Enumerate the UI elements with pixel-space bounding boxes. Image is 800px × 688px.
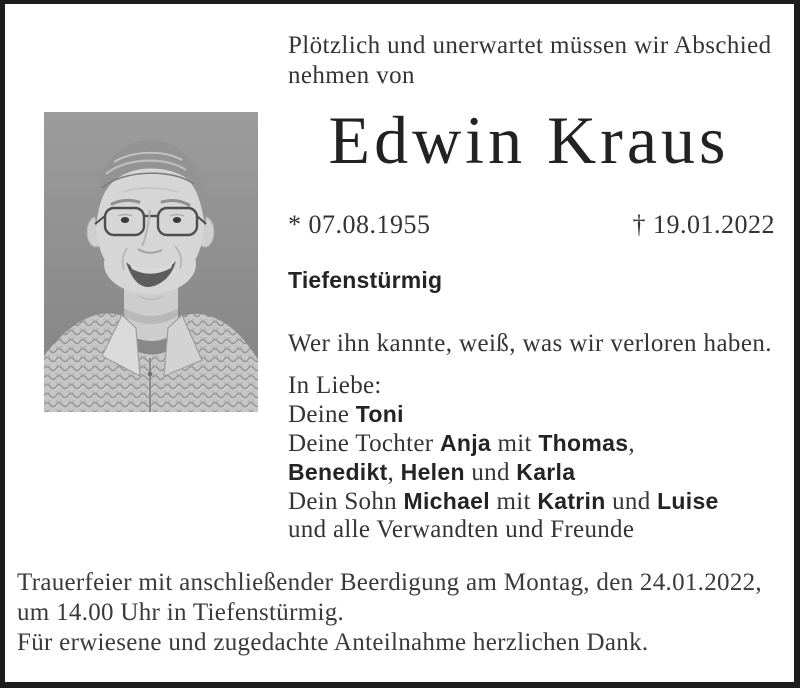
family-name: Karla bbox=[516, 459, 576, 485]
family-text: mit bbox=[490, 430, 539, 457]
family-text: und bbox=[605, 488, 658, 515]
family-text: und bbox=[464, 459, 517, 486]
family-line bbox=[288, 516, 793, 544]
service-info bbox=[17, 568, 797, 658]
death-symbol-dagger: † bbox=[632, 210, 646, 239]
family-name: Thomas bbox=[538, 430, 629, 456]
family-name: Helen bbox=[400, 459, 465, 485]
intro-line-2: nehmen von bbox=[288, 62, 415, 89]
service-line-1: Trauerfeier mit anschließender Beerdigung am Montag, den 24.01.2022, bbox=[17, 569, 762, 596]
death-date-value: 19.01.2022 bbox=[653, 210, 775, 239]
family-text: Deine bbox=[288, 401, 356, 428]
portrait-photo bbox=[44, 112, 258, 412]
family-text: und alle Verwandten und Freunde bbox=[288, 516, 635, 543]
family-name: Luise bbox=[657, 488, 719, 514]
intro-line-1: Plötzlich und unerwartet müssen wir Abschied bbox=[288, 32, 772, 59]
family-line bbox=[288, 429, 793, 458]
family-text: , bbox=[387, 459, 401, 486]
family-name: Benedikt bbox=[288, 459, 388, 485]
death-date bbox=[633, 210, 776, 240]
service-line-2: um 14.00 Uhr in Tiefenstürmig. bbox=[17, 599, 345, 626]
deceased-name: Edwin Kraus bbox=[328, 102, 730, 178]
family-name: Anja bbox=[439, 430, 491, 456]
family-text: Deine Tochter bbox=[288, 430, 440, 457]
portrait-illustration bbox=[44, 112, 258, 412]
dates-row bbox=[288, 210, 775, 240]
family-block bbox=[288, 372, 793, 544]
family-line bbox=[288, 400, 793, 429]
birth-date bbox=[288, 210, 431, 240]
family-line bbox=[288, 487, 793, 516]
birth-date-value: 07.08.1955 bbox=[308, 210, 431, 239]
tribute-line: Wer ihn kannte, weiß, was wir verloren haben. bbox=[288, 330, 772, 357]
service-line-3: Für erwiesene und zugedachte Anteilnahme herzlichen Dank. bbox=[17, 629, 649, 656]
birth-symbol: * bbox=[288, 210, 302, 239]
family-line bbox=[288, 458, 793, 487]
farewell-heading: In Liebe: bbox=[288, 372, 382, 399]
hometown: Tiefenstürmig bbox=[288, 267, 443, 293]
family-name: Katrin bbox=[537, 488, 606, 514]
family-text: mit bbox=[489, 488, 538, 515]
family-name: Toni bbox=[355, 401, 404, 427]
family-name: Michael bbox=[403, 488, 490, 514]
intro-text bbox=[288, 31, 788, 91]
family-text: , bbox=[628, 430, 635, 457]
family-text: Dein Sohn bbox=[288, 488, 404, 515]
